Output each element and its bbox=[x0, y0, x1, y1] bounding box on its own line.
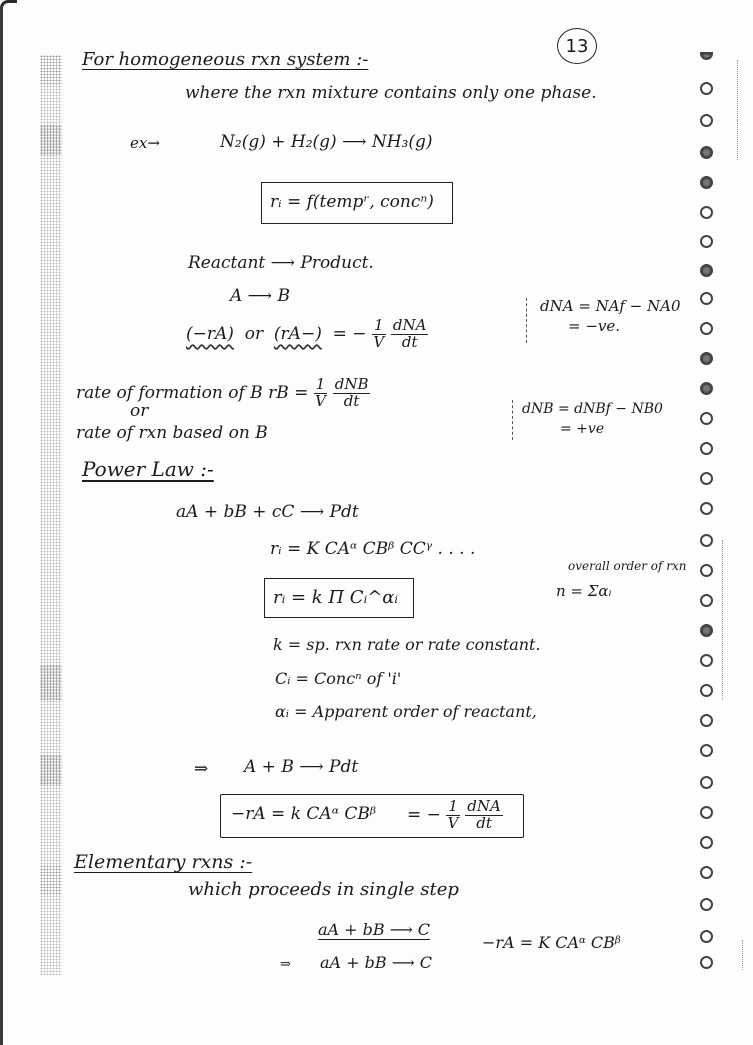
spiral-hole bbox=[700, 146, 713, 159]
spiral-hole bbox=[700, 114, 713, 127]
example-ab-reaction: A + B ⟶ Pdt bbox=[244, 757, 359, 777]
example-label: ex→ bbox=[130, 134, 160, 152]
spiral-hole bbox=[700, 564, 713, 577]
spiral-hole bbox=[700, 866, 713, 879]
boxed-example-lhs: −rA = k CAᵅ CBᵝ bbox=[231, 804, 377, 824]
spiral-hole bbox=[700, 322, 713, 335]
deriv-num: dNA bbox=[392, 316, 427, 334]
page-left-edge bbox=[0, 6, 3, 1045]
spiral-hole bbox=[700, 714, 713, 727]
elementary-reaction-2: aA + bB ⟶ C bbox=[320, 953, 433, 972]
side-note-a-line2: = −ve. bbox=[568, 317, 621, 335]
overall-order-expr: n = Σαᵢ bbox=[556, 582, 612, 600]
spiral-hole bbox=[700, 292, 713, 305]
frac-num: 1 bbox=[373, 316, 384, 334]
elementary-reaction-1: aA + bB ⟶ C bbox=[318, 920, 431, 939]
example-arrow: ⇒ bbox=[194, 759, 209, 779]
margin-dots bbox=[722, 540, 724, 700]
page-number: 13 bbox=[557, 28, 597, 64]
boxed-example-frac bbox=[446, 799, 460, 832]
frac-num: 1 bbox=[315, 375, 326, 393]
spiral-hole bbox=[700, 52, 713, 60]
rate-a-mid: (rA−) bbox=[273, 323, 322, 344]
spiral-hole bbox=[700, 594, 713, 607]
spiral-hole bbox=[700, 684, 713, 697]
rate-based-b: rate of rxn based on B bbox=[76, 423, 268, 443]
frac-den: V bbox=[447, 813, 459, 832]
spiral-hole bbox=[700, 806, 713, 819]
example-reaction: N₂(g) + H₂(g) ⟶ NH₃(g) bbox=[220, 132, 433, 152]
spiral-hole bbox=[700, 382, 713, 395]
spiral-hole bbox=[700, 956, 713, 969]
spiral-hole bbox=[700, 836, 713, 849]
boxed-example-rhs bbox=[407, 799, 503, 832]
heading-power-law: Power Law :- bbox=[82, 457, 214, 481]
formation-b-label: rate of formation of B rB = bbox=[76, 382, 309, 403]
boxed-rate-function-text: rᵢ = f(tempʳ, concⁿ) bbox=[270, 192, 434, 212]
power-law-reaction: aA + bB + cC ⟶ Pdt bbox=[176, 502, 359, 522]
side-note-b-line2: = +ve bbox=[560, 421, 605, 437]
frac-num: 1 bbox=[448, 797, 458, 815]
side-note-divider bbox=[526, 298, 528, 343]
deriv-den: dt bbox=[343, 391, 360, 410]
binding-dark-patch bbox=[40, 125, 62, 155]
spiral-hole bbox=[700, 176, 713, 189]
side-note-b-line1: dNB = dNBf − NB0 bbox=[522, 401, 663, 417]
spiral-hole bbox=[700, 534, 713, 547]
spiral-hole bbox=[700, 930, 713, 943]
elementary-description: which proceeds in single step bbox=[188, 879, 459, 900]
heading-elementary: Elementary rxns :- bbox=[74, 851, 253, 873]
spiral-hole bbox=[700, 206, 713, 219]
spiral-hole bbox=[700, 235, 713, 248]
boxed-power-law bbox=[264, 578, 414, 618]
formation-b-text bbox=[76, 377, 370, 410]
elementary-arrow: ⇒ bbox=[280, 957, 291, 972]
boxed-example-eq: = − bbox=[407, 804, 441, 825]
formation-b-deriv bbox=[333, 377, 371, 410]
spiral-hole bbox=[700, 472, 713, 485]
spiral-hole bbox=[700, 352, 713, 365]
deriv-num: dNA bbox=[467, 797, 501, 815]
binding-dark-patch bbox=[40, 865, 62, 895]
a-to-b-line: A ⟶ B bbox=[230, 286, 290, 306]
binding-dark-patch bbox=[40, 755, 62, 785]
spiral-hole bbox=[700, 412, 713, 425]
deriv-den: dt bbox=[476, 813, 492, 832]
rate-a-or: or bbox=[244, 323, 264, 344]
rate-a-equation bbox=[186, 318, 428, 351]
spiral-hole bbox=[700, 264, 713, 277]
rate-a-eq: = − bbox=[332, 323, 367, 344]
formation-b-frac bbox=[314, 377, 328, 410]
spiral-hole bbox=[700, 624, 713, 637]
rate-a-lhs: (−rA) bbox=[186, 323, 234, 344]
spiral-hole bbox=[700, 898, 713, 911]
elementary-rate-expr: −rA = K CAᵅ CBᵝ bbox=[482, 933, 621, 952]
deriv-num: dNB bbox=[334, 375, 369, 393]
definition-k: k = sp. rxn rate or rate constant. bbox=[273, 635, 541, 654]
side-note-divider bbox=[512, 400, 514, 440]
definition-alpha: αᵢ = Apparent order of reactant, bbox=[275, 702, 537, 721]
frac-den: V bbox=[373, 332, 385, 351]
rate-a-deriv bbox=[391, 318, 429, 351]
frac-den: V bbox=[315, 391, 326, 410]
boxed-example-deriv bbox=[465, 799, 503, 832]
binding-dark-patch bbox=[40, 665, 62, 700]
power-law-rate-expr: rᵢ = K CAᵅ CBᵝ CCᵞ . . . . bbox=[270, 539, 476, 559]
spiral-hole bbox=[700, 502, 713, 515]
reactant-product-line: Reactant ⟶ Product. bbox=[188, 253, 374, 273]
deriv-den: dt bbox=[401, 332, 418, 351]
or-label: or bbox=[130, 401, 149, 421]
definition-ci: Cᵢ = Concⁿ of 'i' bbox=[275, 669, 402, 688]
rate-a-frac bbox=[372, 318, 386, 351]
spiral-hole bbox=[700, 654, 713, 667]
overall-order-note: overall order of rxn bbox=[568, 559, 687, 573]
spiral-hole bbox=[700, 82, 713, 95]
boxed-example-rate bbox=[220, 794, 524, 838]
spiral-hole bbox=[700, 442, 713, 455]
margin-dots bbox=[737, 120, 739, 160]
boxed-rate-function bbox=[261, 182, 453, 224]
spiral-hole bbox=[700, 776, 713, 789]
spiral-hole bbox=[700, 744, 713, 757]
side-note-a-line1: dNA = NAf − NA0 bbox=[540, 297, 681, 315]
homogeneous-description: where the rxn mixture contains only one phase. bbox=[185, 83, 597, 103]
margin-dots bbox=[742, 940, 744, 970]
binding-shadow bbox=[40, 55, 62, 975]
binding-dark-patch bbox=[40, 55, 62, 85]
heading-homogeneous: For homogeneous rxn system :- bbox=[82, 49, 369, 70]
boxed-power-law-text: rᵢ = k Π Cᵢ^αᵢ bbox=[273, 587, 399, 608]
